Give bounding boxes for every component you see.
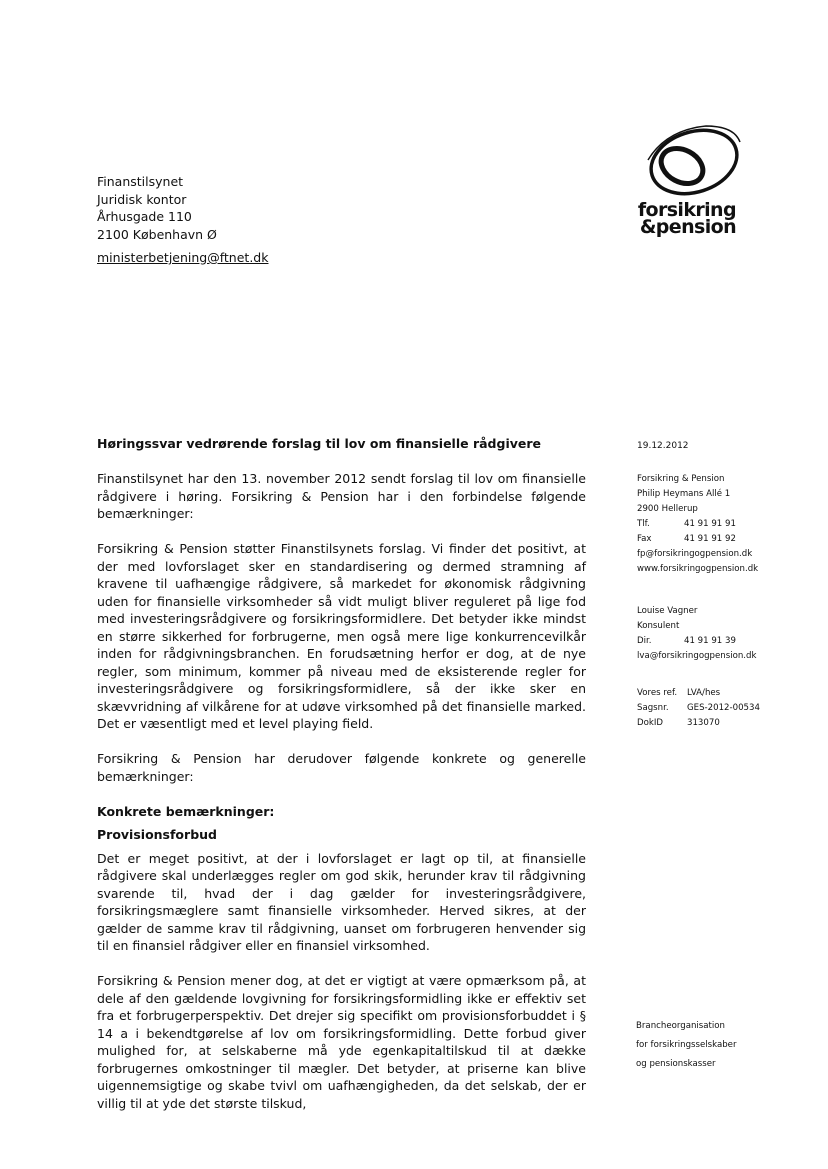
recipient-address	[97, 173, 217, 243]
footer-line: Brancheorganisation	[636, 1021, 726, 1031]
sender-street: Philip Heymans Allé 1	[637, 489, 731, 499]
logo-swirl-icon	[636, 120, 746, 202]
footer-line: for forsikringsselskaber	[636, 1040, 737, 1050]
recipient-line: 2100 København Ø	[97, 226, 217, 242]
body-paragraph: Forsikring & Pension støtter Finanstilsynets forslag. Vi finder det positivt, at der med lovforslaget sker en standardisering og dermed stramning af kravene til uafhængige rådgivere, så markedet for økonomisk rådgivning uden for finansielle virksomheder så vidt muligt bliver reguleret på lige fod med investeringsrådgivere og forsikringsformidlere. Det betyder ikke mindst en større sikkerhed for forbrugerne, men også mere lige konkurrencevilkår inden for rådgivningsbranchen. En forudsætning herfor er dog, at de nye regler, som minimum, kommer på niveau med de eksisterende regler for investeringsrådgivere og forsikringsformidlere, så der ikke sker en skævvridning af vilkårene for at udøve virksomhed på det finansielle marked. Det er væsentligt med et level playing field.	[97, 541, 586, 731]
phone-value: 41 91 91 91	[684, 519, 736, 529]
sender-block	[637, 472, 758, 577]
fax-value: 41 91 91 92	[684, 534, 736, 544]
contact-name: Louise Vagner	[637, 606, 698, 616]
sender-web[interactable]: www.forsikringogpension.dk	[637, 564, 759, 574]
org-footer	[636, 1017, 737, 1074]
subsection-heading: Provisionsforbud	[97, 827, 217, 842]
contact-dir-row	[637, 634, 756, 649]
ref-label: Vores ref.	[637, 688, 678, 698]
body-paragraph: Forsikring & Pension mener dog, at det er vigtigt at være opmærksom på, at dele af den gældende lovgivning for forsikringsformidling ikke er effektiv set fra et forbrugerperspektiv. Det drejer sig specifikt om provisionsforbuddet i § 14 a i bekendtgørelse af lov om forsikringsformidling. Dette forbud giver mulighed for, at selskaberne må yde egenkapitaltilskud til at dække forbrugernes omkostninger til mægler. Det betyder, at priserne kan blive uigennemsigtige og skabe tvivl om uafhængigheden, da det selskab, der er villig til at yde det største tilskud,	[97, 973, 586, 1111]
doc-row	[637, 716, 760, 731]
contact-title: Konsulent	[637, 621, 680, 631]
letter-date: 19.12.2012	[637, 441, 689, 451]
sender-email[interactable]: fp@forsikringogpension.dk	[637, 549, 753, 559]
logo-text-line1: forsikring	[637, 199, 736, 221]
company-logo	[628, 120, 748, 240]
case-value: GES-2012-00534	[687, 703, 760, 713]
case-label: Sagsnr.	[637, 703, 669, 713]
contact-email[interactable]: lva@forsikringogpension.dk	[637, 651, 757, 661]
phone-label: Tlf.	[637, 519, 650, 529]
ref-value: LVA/hes	[687, 688, 721, 698]
ref-row	[637, 686, 760, 701]
recipient-line: Århusgade 110	[97, 209, 192, 224]
case-row	[637, 701, 760, 716]
contact-block	[637, 604, 756, 664]
reference-block	[637, 686, 760, 731]
letter-subject: Høringssvar vedrørende forslag til lov om finansielle rådgivere	[97, 436, 542, 451]
section-heading: Konkrete bemærkninger:	[97, 803, 275, 819]
sender-fax-row	[637, 532, 758, 547]
letter-body	[97, 470, 586, 1130]
fax-label: Fax	[637, 534, 652, 544]
recipient-line: Finanstilsynet	[97, 174, 184, 189]
body-paragraph: Finanstilsynet har den 13. november 2012 sendt forslag til lov om finansielle rådgivere i høring. Forsikring & Pension har i den forbindelse følgende bemærkninger:	[97, 471, 586, 521]
dir-label: Dir.	[637, 636, 652, 646]
doc-value: 313070	[687, 718, 720, 728]
recipient-line: Juridisk kontor	[97, 191, 187, 207]
body-paragraph: Det er meget positivt, at der i lovforslaget er lagt op til, at finansielle rådgivere skal underlægges regler om god skik, herunder krav til rådgivning svarende til, hvad der i dag gælder for investeringsrådgivere, forsikringsmæglere samt finansielle virksomheder. Herved sikres, at der gælder de samme krav til rådgivning, uanset om forbrugeren henvender sig til en finansiel rådgiver eller en finansiel virksomhed.	[97, 850, 586, 953]
recipient-email-link[interactable]: ministerbetjening@ftnet.dk	[97, 250, 269, 265]
sender-city: 2900 Hellerup	[637, 504, 698, 514]
sender-phone-row	[637, 517, 758, 532]
sender-org: Forsikring & Pension	[637, 474, 725, 484]
doc-label: DokID	[637, 718, 664, 728]
footer-line: og pensionskasser	[636, 1059, 716, 1069]
body-paragraph: Forsikring & Pension har derudover følgende konkrete og generelle bemærkninger:	[97, 751, 586, 784]
dir-value: 41 91 91 39	[684, 636, 736, 646]
logo-text-line2: &pension	[639, 216, 736, 238]
